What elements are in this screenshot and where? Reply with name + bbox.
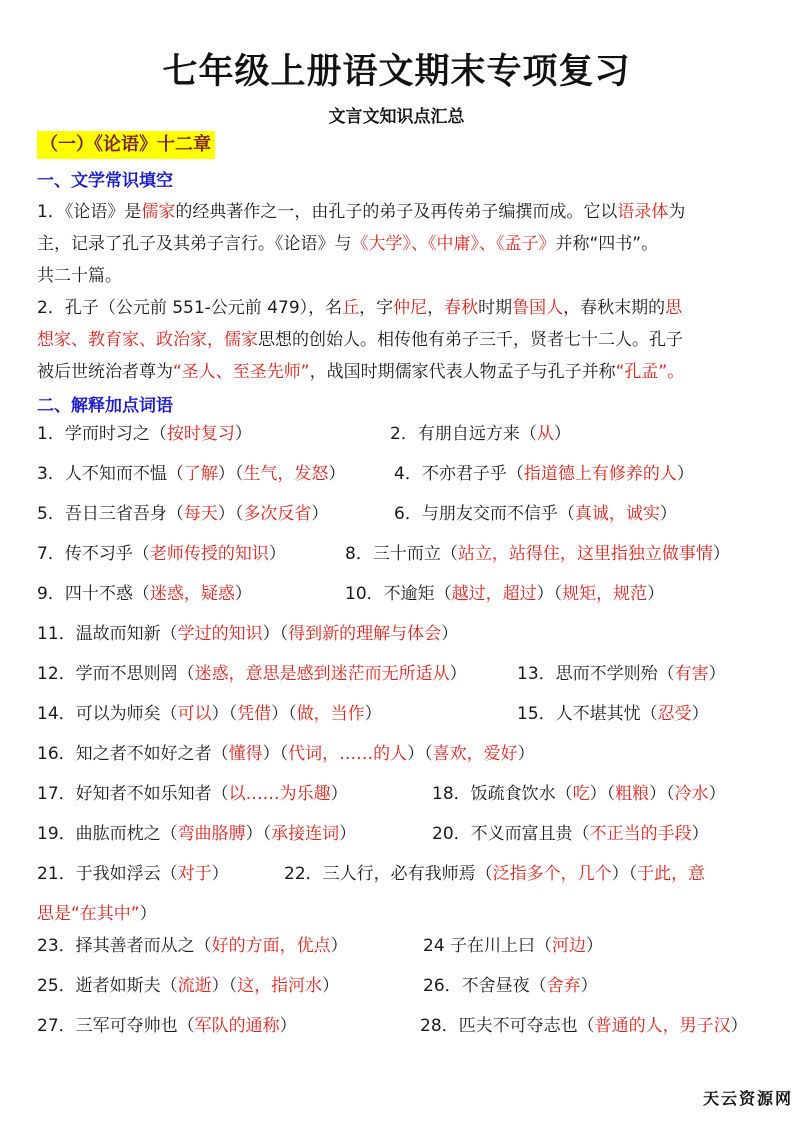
vocabulary-item <box>37 1010 297 1042</box>
vocabulary-answer: 迷惑，疑惑 <box>149 584 235 604</box>
vocabulary-answer: 冷水 <box>674 784 709 804</box>
vocabulary-text: 11．温故而知新（ <box>37 624 178 644</box>
vocabulary-text: 22．三人行，必有我师焉（ <box>284 864 493 884</box>
vocabulary-item <box>394 458 694 490</box>
vocabulary-answer: 有害 <box>674 664 709 684</box>
vocabulary-row <box>37 898 767 930</box>
vocabulary-text: 1．学而时习之（ <box>37 424 167 444</box>
vocabulary-text: ） <box>339 824 357 844</box>
vocabulary-answer: 这，指河水 <box>237 976 323 996</box>
vocabulary-answer: 流逝 <box>177 976 212 996</box>
vocabulary-answer: 可以 <box>177 704 212 724</box>
vocabulary-answer: 吃 <box>572 784 590 804</box>
paragraph-answer: 丘 <box>342 298 360 318</box>
vocabulary-text: 19．曲肱而枕之（ <box>37 824 178 844</box>
vocabulary-row <box>37 970 767 1002</box>
vocabulary-text: ） <box>712 544 730 564</box>
chapter-heading: （一）《论语》十二章 <box>37 131 215 159</box>
paragraph-line <box>37 292 757 324</box>
vocabulary-text: ）（ <box>217 504 244 524</box>
vocabulary-text: 8．三十而立（ <box>345 544 458 564</box>
vocabulary-text: ）（ <box>649 784 675 804</box>
vocabulary-text: 2．有朋自远方来（ <box>390 424 537 444</box>
vocabulary-row <box>37 1010 767 1042</box>
vocabulary-text: ）（ <box>407 744 433 764</box>
vocabulary-text: ） <box>328 464 346 484</box>
vocabulary-answer: 迷惑，意思是感到迷茫而无所适从 <box>194 664 450 684</box>
vocabulary-text: ）（ <box>611 864 638 884</box>
paragraph-text: 并称“四书”。 <box>555 234 659 254</box>
paragraph-answer: 鲁国人 <box>512 298 564 318</box>
paragraph-line <box>37 356 757 388</box>
paragraph-text: 的经典著作之一，由孔子的弟子及再传弟子编撰而成。它以 <box>175 202 618 222</box>
vocabulary-answer: 做，当作 <box>296 704 365 724</box>
vocabulary-row <box>37 658 767 690</box>
vocabulary-text: ） <box>449 664 467 684</box>
vocabulary-row <box>37 498 767 530</box>
vocabulary-text: 4．不亦君子乎（ <box>394 464 524 484</box>
vocabulary-row <box>37 618 767 650</box>
page-title: 七年级上册语文期末专项复习 <box>162 52 631 92</box>
vocabulary-text: ） <box>708 664 726 684</box>
paragraph-line <box>37 196 757 228</box>
vocabulary-text: 6．与朋友交而不信乎（ <box>394 504 575 524</box>
vocabulary-item <box>37 818 356 850</box>
vocabulary-text: 20．不义而富且贵（ <box>432 824 590 844</box>
vocabulary-text: ） <box>676 464 694 484</box>
vocabulary-answer: 站立，站得住，这里指独立做事情 <box>457 544 713 564</box>
vocabulary-item <box>37 418 252 450</box>
vocabulary-answer: 老师传授的知识 <box>149 544 269 564</box>
paragraph-answer: “圣人、至圣先师” <box>173 362 310 382</box>
vocabulary-text: ）（ <box>589 784 616 804</box>
paragraph-text: ， <box>427 298 445 318</box>
vocabulary-item <box>420 1010 748 1042</box>
vocabulary-answer: 承接连词 <box>271 824 340 844</box>
vocabulary-text: ） <box>517 744 535 764</box>
vocabulary-text: 28．匹夫不可夺志也（ <box>420 1016 595 1036</box>
vocabulary-text: ） <box>322 976 340 996</box>
vocabulary-text: 7．传不习乎（ <box>37 544 150 564</box>
vocabulary-text: 16．知之者不如好之者（ <box>37 744 229 764</box>
vocabulary-item <box>37 538 286 570</box>
vocabulary-text: ） <box>553 424 571 444</box>
paragraph-answer: 《大学》、《中庸》、《孟子》 <box>351 234 556 254</box>
vocabulary-answer: 得到新的理解与体会 <box>288 624 442 644</box>
vocabulary-answer: 舍弃 <box>546 976 581 996</box>
vocabulary-item <box>390 418 571 450</box>
paragraph-text: 为 <box>668 202 686 222</box>
vocabulary-answer: 学过的知识 <box>177 624 263 644</box>
vocabulary-row <box>37 858 767 890</box>
vocabulary-text: ） <box>311 504 329 524</box>
vocabulary-item <box>284 858 705 890</box>
vocabulary-text: ）（ <box>245 824 272 844</box>
vocabulary-answer: 从 <box>536 424 554 444</box>
vocabulary-text: 10．不逾矩（ <box>345 584 452 604</box>
vocabulary-item <box>37 898 157 930</box>
vocabulary-answer: 以……为乐趣 <box>228 784 331 804</box>
vocabulary-text: 14．可以为师矣（ <box>37 704 178 724</box>
vocabulary-text: ） <box>441 624 459 644</box>
vocabulary-text: ）（ <box>536 584 563 604</box>
vocabulary-item <box>37 970 339 1002</box>
vocabulary-answer: 懂得 <box>228 744 263 764</box>
vocabulary-answer: 多次反省 <box>243 504 312 524</box>
vocabulary-row <box>37 738 767 770</box>
vocabulary-text: ） <box>330 936 348 956</box>
vocabulary-text: ） <box>139 904 157 924</box>
vocabulary-text: ） <box>364 704 382 724</box>
vocabulary-answer: 喜欢，爱好 <box>432 744 518 764</box>
vocabulary-item <box>423 930 603 962</box>
vocabulary-text: ）（ <box>211 976 238 996</box>
paragraph-text: ，春秋末期的 <box>563 298 666 318</box>
vocabulary-text: 18．饭疏食饮水（ <box>432 784 573 804</box>
vocabulary-text: 26．不舍昼夜（ <box>423 976 547 996</box>
vocabulary-row <box>37 698 767 730</box>
vocabulary-answer: 了解 <box>183 464 218 484</box>
vocabulary-item <box>345 578 664 610</box>
vocabulary-text: ） <box>211 864 229 884</box>
paragraph-text: 时期 <box>478 298 513 318</box>
vocabulary-text: 24 子在川上曰（ <box>423 936 553 956</box>
section-heading-vocabulary: 二、解释加点词语 <box>37 396 173 416</box>
vocabulary-answer: 指道德上有修养的人 <box>523 464 677 484</box>
vocabulary-row <box>37 930 767 962</box>
vocabulary-text: ）（ <box>211 704 238 724</box>
paragraph-line <box>37 228 757 260</box>
vocabulary-item <box>432 818 709 850</box>
vocabulary-item <box>37 618 458 650</box>
vocabulary-text: ） <box>234 584 252 604</box>
vocabulary-answer: 思是“在其中” <box>37 904 140 924</box>
vocabulary-text: ） <box>330 784 348 804</box>
vocabulary-text: ） <box>268 544 286 564</box>
vocabulary-text: ） <box>691 704 709 724</box>
paragraph-answer: 儒家 <box>141 202 176 222</box>
vocabulary-item <box>423 970 598 1002</box>
page-subtitle: 文言文知识点汇总 <box>328 107 465 127</box>
vocabulary-answer: 代词，……的人 <box>288 744 408 764</box>
paragraph-answer: 仲尼 <box>393 298 428 318</box>
vocabulary-answer: 粗粮 <box>615 784 650 804</box>
vocabulary-answer: 生气，发怒 <box>243 464 329 484</box>
vocabulary-text: ）（ <box>262 624 289 644</box>
vocabulary-row <box>37 778 767 810</box>
vocabulary-item <box>37 498 328 530</box>
vocabulary-text: 17．好知者不如乐知者（ <box>37 784 229 804</box>
vocabulary-text: ） <box>730 1016 748 1036</box>
vocabulary-answer: 于此，意 <box>637 864 706 884</box>
vocabulary-item <box>37 858 229 890</box>
paragraph-text: 共二十篇。 <box>37 266 122 286</box>
paragraph-text: ，字 <box>359 298 394 318</box>
paragraph-line <box>37 260 757 292</box>
paragraph-text: 1．《论语》是 <box>37 202 142 222</box>
vocabulary-text: ） <box>647 584 665 604</box>
paragraph-text: 思想的创始人。相传他有弟子三千，贤者七十二人。孔子 <box>258 330 683 350</box>
vocabulary-item <box>517 658 726 690</box>
vocabulary-text: 9．四十不惑（ <box>37 584 150 604</box>
vocabulary-row <box>37 538 767 570</box>
section-heading-literature: 一、文学常识填空 <box>37 171 173 191</box>
paragraph-answer: 想家、教育家、政治家，儒家 <box>37 330 258 350</box>
vocabulary-item <box>37 658 467 690</box>
paragraph-text: ，战国时期儒家代表人物孟子与孔子并称 <box>309 362 616 382</box>
vocabulary-text: 21．于我如浮云（ <box>37 864 178 884</box>
paragraph-line <box>37 324 757 356</box>
vocabulary-answer: 真诚，诚实 <box>574 504 660 524</box>
paragraph-answer: 春秋 <box>444 298 479 318</box>
vocabulary-answer: 河边 <box>552 936 587 956</box>
vocabulary-item <box>517 698 709 730</box>
paragraph-answer: 语录体 <box>617 202 669 222</box>
vocabulary-answer: 普通的人，男子汉 <box>594 1016 731 1036</box>
vocabulary-text: 15．人不堪其忧（ <box>517 704 658 724</box>
vocabulary-text: ）（ <box>217 464 244 484</box>
paragraph-answer: 思 <box>665 298 683 318</box>
vocabulary-row <box>37 818 767 850</box>
vocabulary-text: 23．择其善者而从之（ <box>37 936 212 956</box>
vocabulary-text: ）（ <box>271 704 297 724</box>
paragraph-confucius <box>37 292 757 388</box>
vocabulary-answer: 军队的通称 <box>194 1016 280 1036</box>
vocabulary-answer: 规矩，规范 <box>562 584 648 604</box>
vocabulary-item <box>37 930 348 962</box>
vocabulary-item <box>37 738 535 770</box>
vocabulary-text: ） <box>586 936 604 956</box>
vocabulary-answer: 越过，超过 <box>451 584 537 604</box>
vocabulary-text: ） <box>659 504 677 524</box>
vocabulary-row <box>37 458 767 490</box>
watermark-footer: 天云资源网 <box>702 1089 793 1108</box>
vocabulary-text: 13．思而不学则殆（ <box>517 664 675 684</box>
paragraph-text: 主，记录了孔子及其弟子言行。《论语》与 <box>37 234 352 254</box>
vocabulary-item <box>345 538 730 570</box>
vocabulary-text: ） <box>580 976 598 996</box>
vocabulary-answer: 弯曲胳膊 <box>177 824 246 844</box>
vocabulary-answer: 按时复习 <box>166 424 235 444</box>
vocabulary-item <box>37 578 252 610</box>
paragraph-text: 被后世统治者尊为 <box>37 362 173 382</box>
vocabulary-text: 12．学而不思则罔（ <box>37 664 195 684</box>
vocabulary-item <box>37 778 348 810</box>
paragraph-answer: “孔孟”。 <box>615 362 685 382</box>
vocabulary-item <box>37 458 345 490</box>
vocabulary-answer: 不正当的手段 <box>589 824 692 844</box>
vocabulary-answer: 忍受 <box>657 704 692 724</box>
paragraph-text: 2．孔子（公元前 551-公元前 479），名 <box>37 298 343 318</box>
vocabulary-item <box>394 498 677 530</box>
vocabulary-answer: 泛指多个，几个 <box>492 864 612 884</box>
vocabulary-answer: 好的方面，优点 <box>211 936 331 956</box>
vocabulary-text: 5．吾日三省吾身（ <box>37 504 184 524</box>
vocabulary-text: ） <box>279 1016 297 1036</box>
vocabulary-text: ） <box>708 784 726 804</box>
vocabulary-text: ）（ <box>262 744 289 764</box>
vocabulary-row <box>37 418 767 450</box>
vocabulary-item <box>37 698 382 730</box>
vocabulary-text: 25．逝者如斯夫（ <box>37 976 178 996</box>
vocabulary-answer: 对于 <box>177 864 212 884</box>
paragraph-lunyu <box>37 196 757 292</box>
vocabulary-answer: 凭借 <box>237 704 272 724</box>
vocabulary-answer: 每天 <box>183 504 218 524</box>
vocabulary-text: ） <box>234 424 252 444</box>
vocabulary-text: 27．三军可夺帅也（ <box>37 1016 195 1036</box>
vocabulary-text: ） <box>691 824 709 844</box>
vocabulary-text: 3．人不知而不愠（ <box>37 464 184 484</box>
vocabulary-row <box>37 578 767 610</box>
vocabulary-item <box>432 778 726 810</box>
